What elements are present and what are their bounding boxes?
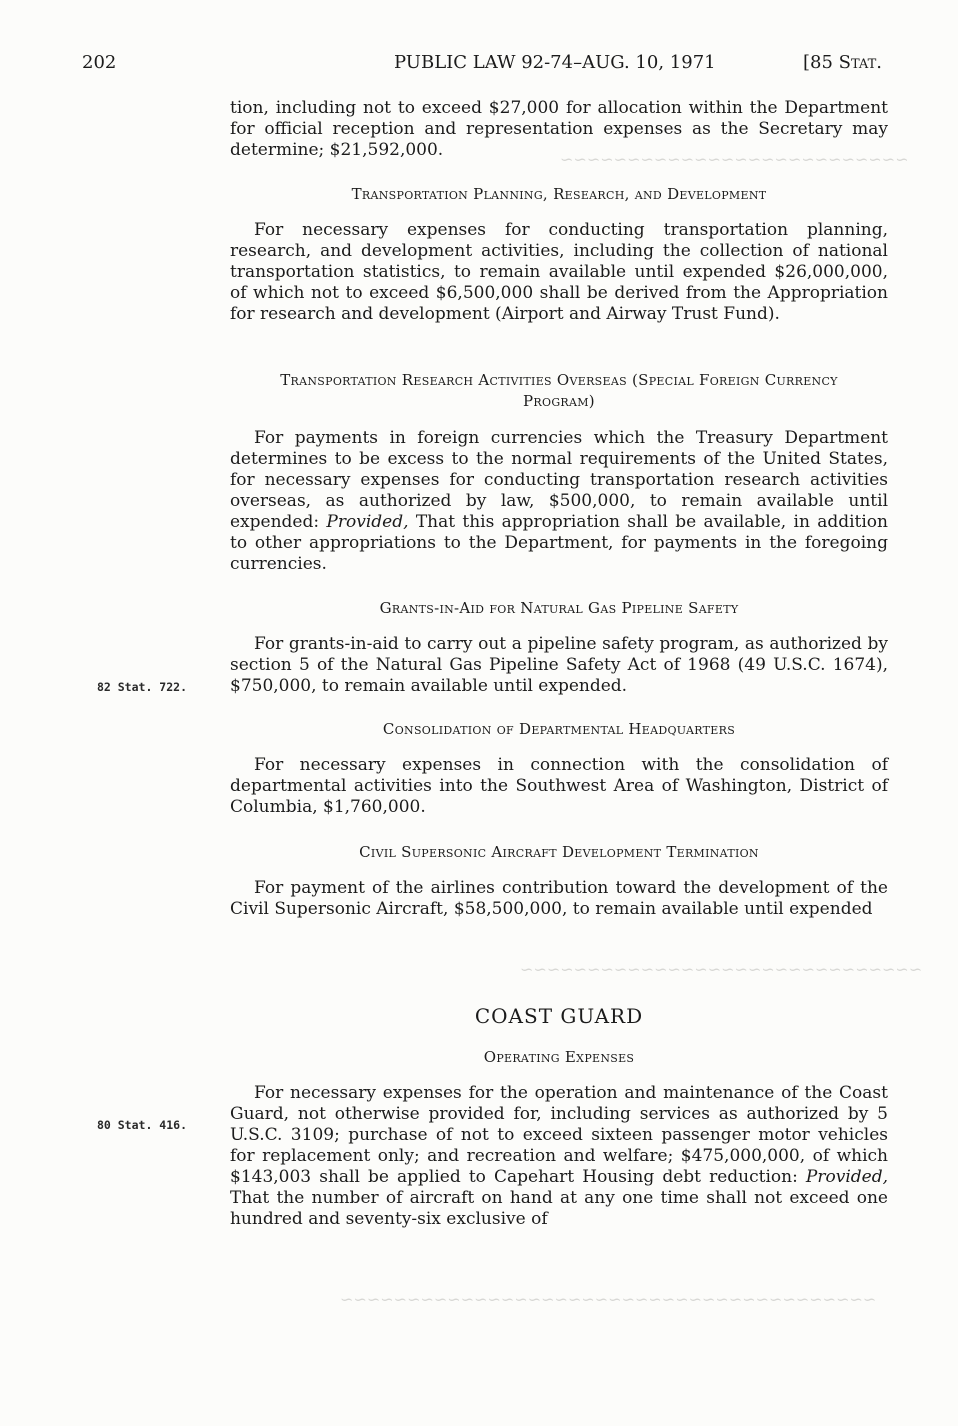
bleed-through: ~~~~~~~~~~~~~~~~~~~~~~~~~~~~~~ — [520, 960, 923, 979]
paragraph-planning: For necessary expenses for conducting transportation planning, research, and development activities, including the collection of national transportation statistics, to remain available until expended $26,000,000, of which not to exceed $6,500,000 shall be derived from the Appropriation for research and development (Airport and Airway Trust Fund). — [230, 220, 888, 324]
bleed-through: ~~~~~~~~~~~~~~~~~~~~~~~~~~~~~~~~~~~~~~~~ — [340, 1290, 877, 1309]
margin-citation: 80 Stat. 416. — [96, 1118, 187, 1132]
section-heading-grants: Grants-in-Aid for Natural Gas Pipeline Safety — [379, 599, 739, 617]
paragraph-overseas: For payments in foreign currencies which the Treasury Department determines to be excess to the normal requirements of the United States, for necessary expenses for conducting transportation research activities overseas, as authorized by law, $500,000, to remain available until expended: Provided, That this appropriation shall be available, in addition to other appropriations to the Department, for payments in the foregoing currencies. — [230, 428, 888, 574]
margin-citation: 82 Stat. 722. — [96, 680, 187, 694]
paragraph-consolidation: For necessary expenses in connection with the consolidation of departmental activities into the Southwest Area of Washington, District of Columbia, $1,760,000. — [230, 755, 888, 817]
running-header — [82, 52, 882, 78]
section-heading-consolidation: Consolidation of Departmental Headquarters — [382, 720, 736, 738]
section-heading-operating: Operating Expenses — [483, 1048, 635, 1066]
bleed-through: ~~~~~~~~~~~~~~~~~~~~~~~~~~ — [560, 150, 909, 169]
paragraph-operating: For necessary expenses for the operation and maintenance of the Coast Guard, not otherwise provided for, including services as authorized by 5 U.S.C. 3109; purchase of not to exceed sixteen passenger motor vehicles for replacement only; and recreation and welfare; $475,000,000, of which $143,003 shall be applied to Capehart Housing debt reduction: Provided, That the number of aircraft on hand at any one time shall not exceed one hundred and seventy-six exclusive of — [230, 1083, 888, 1229]
paragraph-supersonic: For payment of the airlines contribution toward the development of the Civil Supersonic Aircraft, $58,500,000, to remain available until expended — [230, 878, 888, 919]
paragraph-grants: For grants-in-aid to carry out a pipeline safety program, as authorized by section 5 of the Natural Gas Pipeline Safety Act of 1968 (49 U.S.C. 1674), $750,000, to remain available until expended. — [230, 634, 888, 696]
section-heading-overseas: Transportation Research Activities Overseas (Special Foreign Currency Program) — [280, 371, 838, 410]
paragraph-intro: tion, including not to exceed $27,000 for allocation within the Department for official reception and representation expenses as the Secretary may determine; $21,592,000. — [230, 98, 888, 160]
header-stat: [85 Stat. — [802, 52, 882, 73]
page-number: 202 — [82, 52, 117, 73]
header-title: PUBLIC LAW 92-74–AUG. 10, 1971 — [394, 52, 716, 73]
section-heading-supersonic: Civil Supersonic Aircraft Development Termination — [359, 843, 759, 861]
title-coast-guard: COAST GUARD — [474, 1004, 644, 1028]
section-heading-planning: Transportation Planning, Research, and Development — [351, 185, 767, 203]
